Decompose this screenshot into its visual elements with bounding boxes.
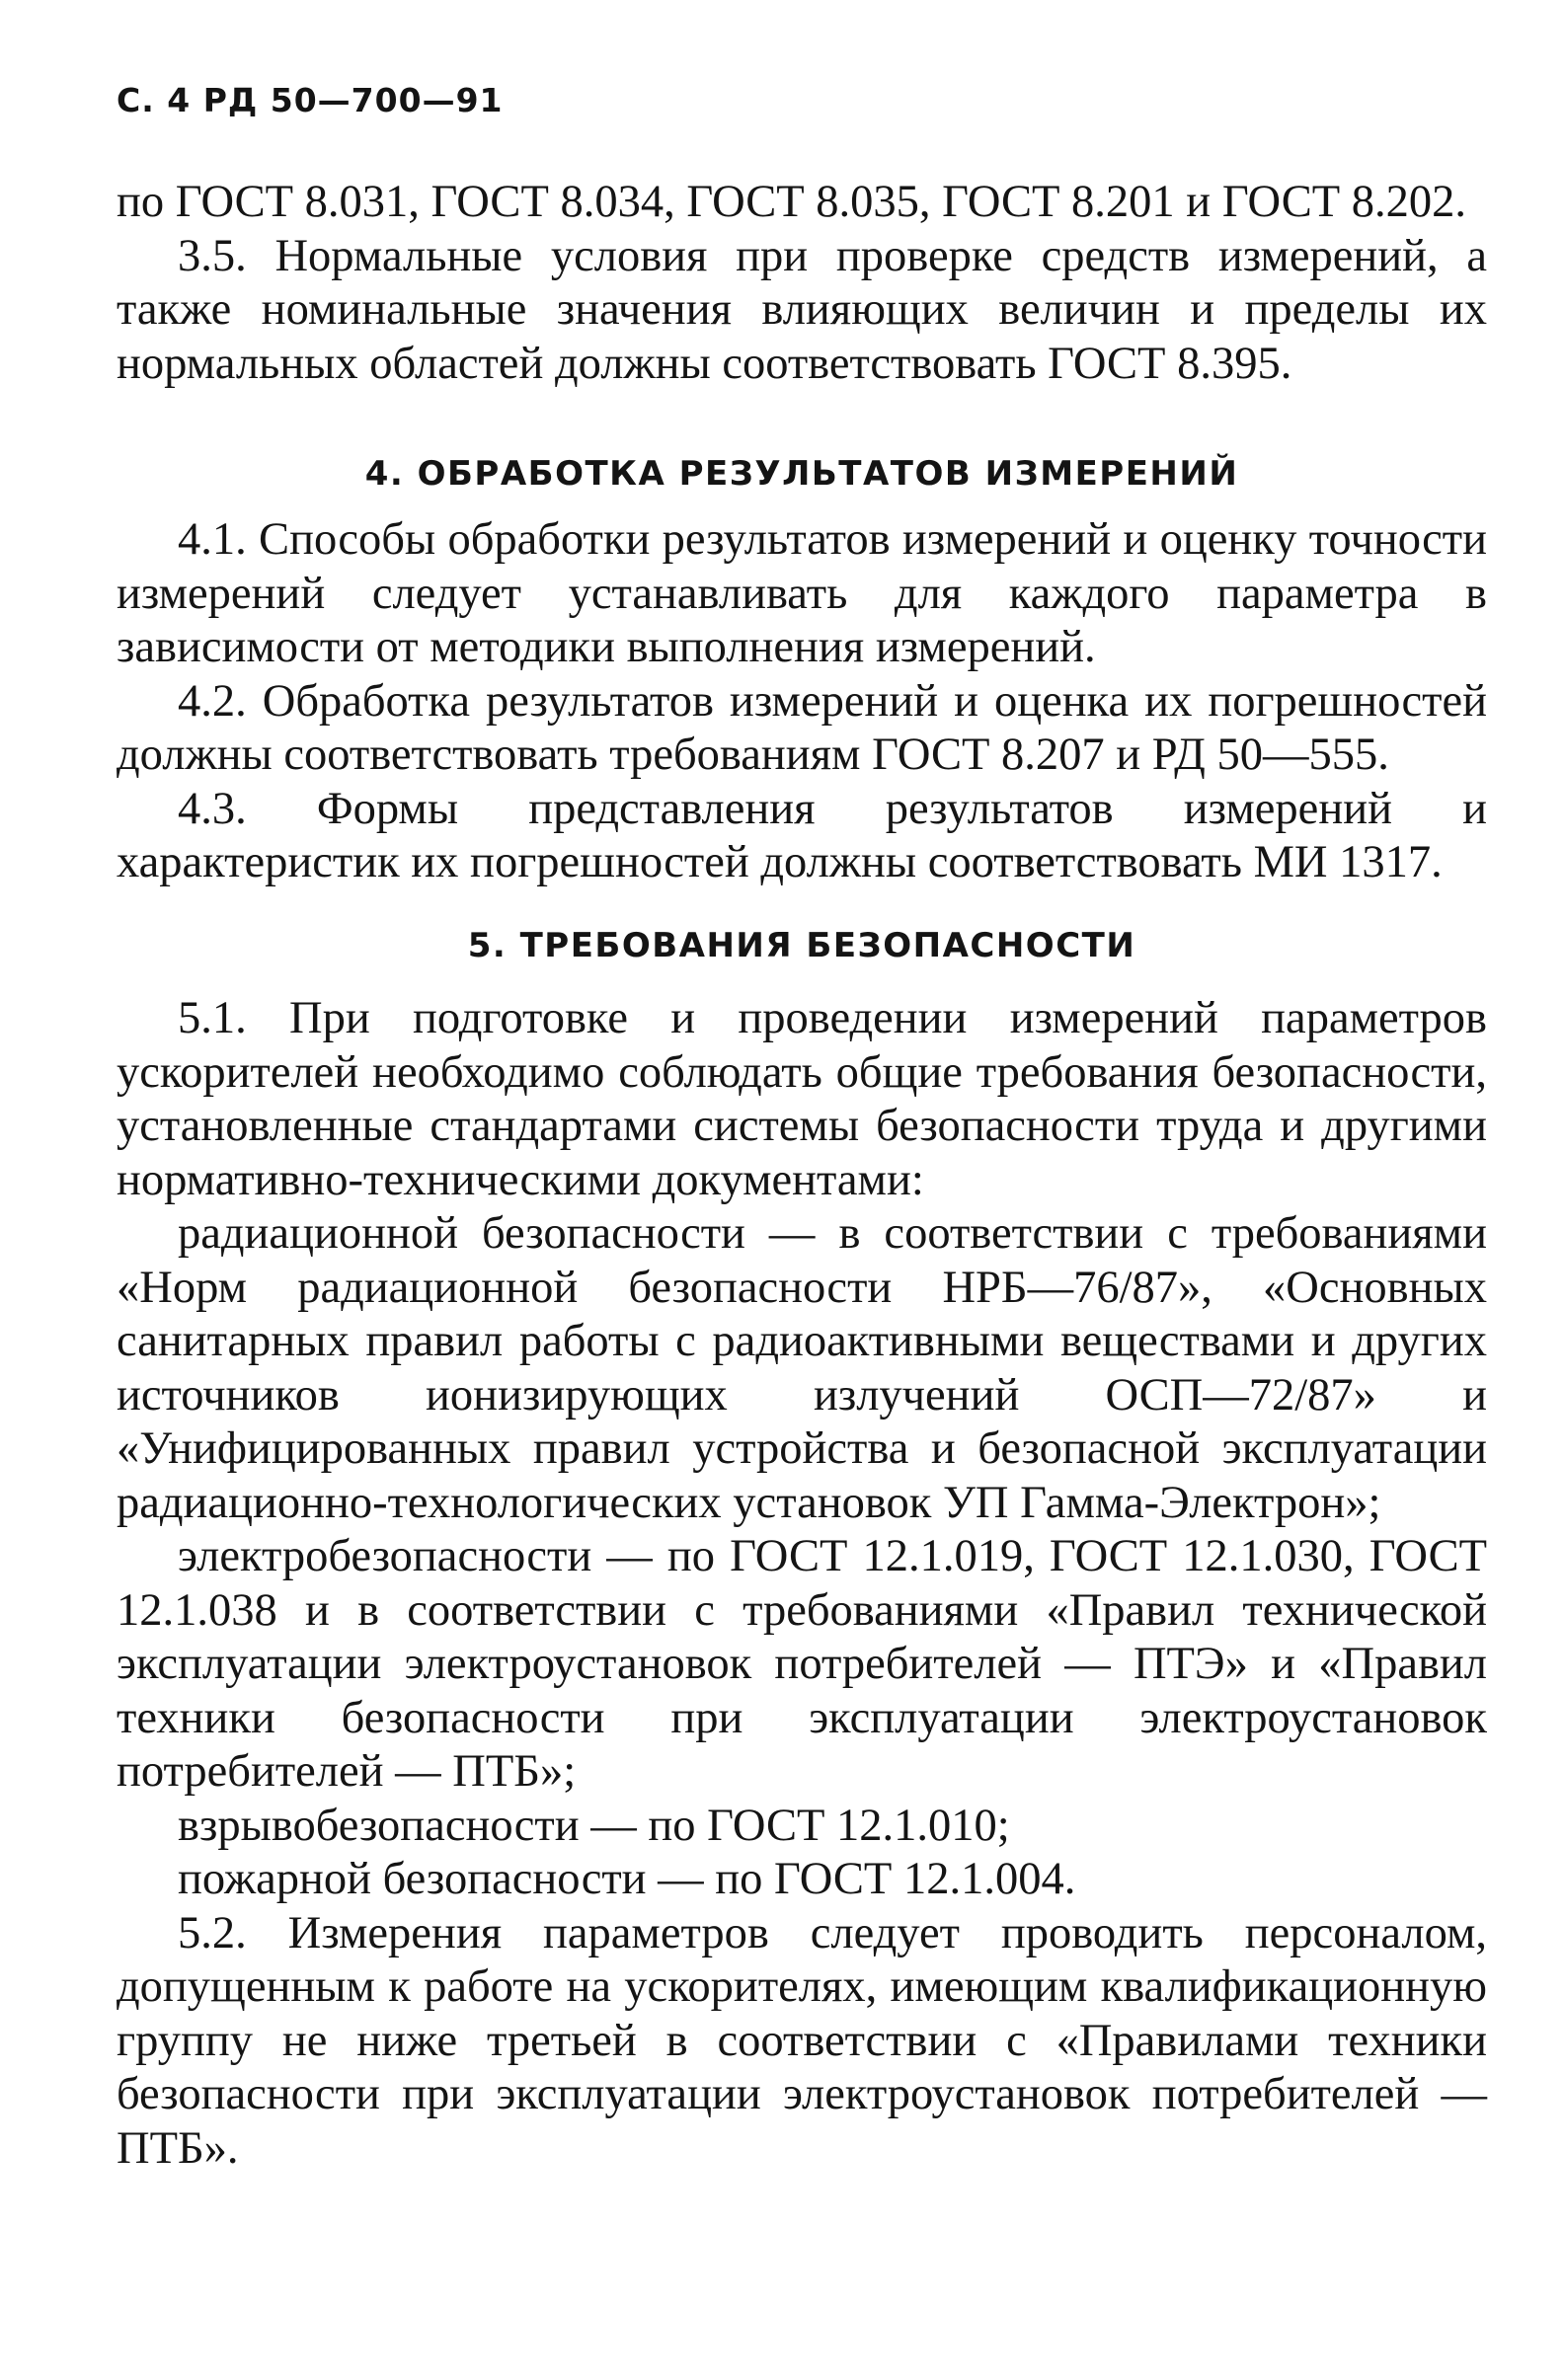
section-3-continuation [117, 176, 1487, 391]
paragraph-continuation: по ГОСТ 8.031, ГОСТ 8.034, ГОСТ 8.035, ГОСТ 8.201 и ГОСТ 8.202. [117, 177, 1466, 227]
list-item-radiation-safety: радиационной безопасности — в соответствии с требованиями «Норм радиационной безопасности НРБ—76/87», «Основных санитарных правил работы с радиоактивными веществами и других источников ионизирующих излучений ОСП—72/87» и «Унифицированных правил устройства и безопасной эксплуатации радиационно-технологических установок УП Гамма-Электрон»; [117, 1208, 1487, 1528]
section-5-body [117, 992, 1487, 2176]
paragraph-4-3: 4.3. Формы представления результатов измерений и характеристик их погрешностей должны соответствовать МИ 1317. [117, 783, 1487, 887]
list-item-electrical-safety: электробезопасности — по ГОСТ 12.1.019, ГОСТ 12.1.030, ГОСТ 12.1.038 и в соответствии с требованиями «Правил технической эксплуатации электроустановок потребителей — ПТЭ» и «Правил техники безопасности при эксплуатации электроустановок потребителей — ПТБ»; [117, 1531, 1487, 1797]
paragraph-5-2: 5.2. Измерения параметров следует проводить персоналом, допущенным к работе на ускорителях, имеющим квалификационную группу не ниже третьей в соответствии с «Правилами техники безопасности при эксплуатации электроустановок потребителей — ПТБ». [117, 1907, 1487, 2174]
section-5-heading: 5. ТРЕБОВАНИЯ БЕЗОПАСНОСТИ [467, 926, 1136, 965]
section-4-heading: 4. ОБРАБОТКА РЕЗУЛЬТАТОВ ИЗМЕРЕНИЙ [364, 454, 1239, 494]
running-head: С. 4 РД 50—700—91 [117, 81, 504, 119]
paragraph-4-2: 4.2. Обработка результатов измерений и оценка их погрешностей должны соответствовать требованиям ГОСТ 8.207 и РД 50—555. [117, 675, 1487, 780]
list-item-fire-safety: пожарной безопасности — по ГОСТ 12.1.004. [178, 1854, 1076, 1904]
section-4-body [117, 513, 1487, 890]
paragraph-5-1: 5.1. При подготовке и проведении измерений параметров ускорителей необходимо соблюдать общие требования безопасности, установленные стандартами системы безопасности труда и другими нормативно-техническими документами: [117, 993, 1487, 1205]
paragraph-4-1: 4.1. Способы обработки результатов измерений и оценку точности измерений следует устанавливать для каждого параметра в зависимости от методики выполнения измерений. [117, 514, 1487, 672]
paragraph-3-5: 3.5. Нормальные условия при проверке средств измерений, а также номинальные значения влияющих величин и пределы их нормальных областей должны соответствовать ГОСТ 8.395. [117, 230, 1487, 389]
list-item-explosion-safety: взрывобезопасности — по ГОСТ 12.1.010; [178, 1800, 1010, 1851]
